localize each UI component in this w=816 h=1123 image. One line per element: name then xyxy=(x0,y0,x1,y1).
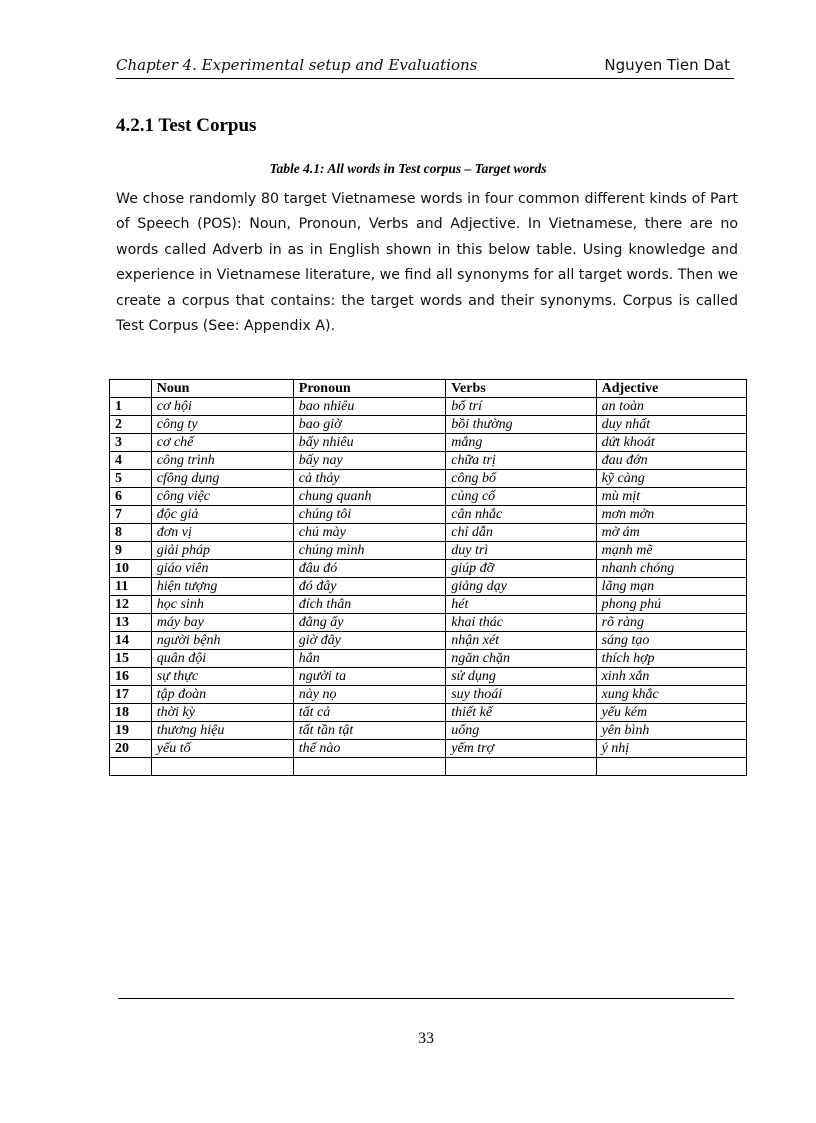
table-row xyxy=(110,470,747,488)
cell-pronoun: tất tần tật xyxy=(293,722,445,740)
cell-noun: thời kỳ xyxy=(151,704,293,722)
cell-adjective: mơn mởn xyxy=(596,506,746,524)
cell-verb: bố trí xyxy=(446,398,596,416)
cell-verb: suy thoái xyxy=(446,686,596,704)
cell-index: 16 xyxy=(110,668,152,686)
cell-pronoun: đâu đó xyxy=(293,560,445,578)
cell-noun: cơ chế xyxy=(151,434,293,452)
cell-adjective: lãng mạn xyxy=(596,578,746,596)
table-row xyxy=(110,740,747,758)
cell-verb: chỉ dẫn xyxy=(446,524,596,542)
cell-adjective: mờ ám xyxy=(596,524,746,542)
cell-verb: ngăn chặn xyxy=(446,650,596,668)
header-cell-pronoun: Pronoun xyxy=(293,380,445,398)
cell-adjective: xinh xắn xyxy=(596,668,746,686)
cell-noun: yếu tố xyxy=(151,740,293,758)
cell-adjective: nhanh chóng xyxy=(596,560,746,578)
cell-index: 9 xyxy=(110,542,152,560)
cell-verb: cân nhắc xyxy=(446,506,596,524)
chapter-title: Chapter 4. Experimental setup and Evaluations xyxy=(116,56,478,74)
table-row xyxy=(110,416,747,434)
section-heading: 4.2.1 Test Corpus xyxy=(116,115,257,136)
cell-noun: cfông dụng xyxy=(151,470,293,488)
cell-noun: công việc xyxy=(151,488,293,506)
cell-verb: yểm trợ xyxy=(446,740,596,758)
table-row xyxy=(110,596,747,614)
cell-index: 3 xyxy=(110,434,152,452)
table-row xyxy=(110,686,747,704)
cell-pronoun: tất cả xyxy=(293,704,445,722)
cell-adjective: xung khắc xyxy=(596,686,746,704)
cell-verb: mắng xyxy=(446,434,596,452)
cell-verb: duy trì xyxy=(446,542,596,560)
cell-adjective: mù mịt xyxy=(596,488,746,506)
cell-pronoun: này nọ xyxy=(293,686,445,704)
cell-adjective: kỹ càng xyxy=(596,470,746,488)
cell-index: 5 xyxy=(110,470,152,488)
cell-pronoun: chú mày xyxy=(293,524,445,542)
cell-noun: máy bay xyxy=(151,614,293,632)
author-name: Nguyen Tien Dat xyxy=(604,56,730,74)
cell-noun: học sinh xyxy=(151,596,293,614)
cell-index: 2 xyxy=(110,416,152,434)
cell-index: 15 xyxy=(110,650,152,668)
cell-adjective: an toàn xyxy=(596,398,746,416)
cell-noun: người bệnh xyxy=(151,632,293,650)
cell-noun: độc giả xyxy=(151,506,293,524)
table-caption: Table 4.1: All words in Test corpus – Target words xyxy=(269,161,547,176)
cell-adjective: phong phú xyxy=(596,596,746,614)
table-row xyxy=(110,524,747,542)
cell-index: 17 xyxy=(110,686,152,704)
cell-pronoun: chúng tôi xyxy=(293,506,445,524)
cell-pronoun: chúng mình xyxy=(293,542,445,560)
cell-pronoun: giờ đây xyxy=(293,632,445,650)
running-header xyxy=(116,54,734,79)
header-cell-verbs: Verbs xyxy=(446,380,596,398)
cell-verb xyxy=(446,758,596,776)
cell-index: 20 xyxy=(110,740,152,758)
table-row xyxy=(110,614,747,632)
cell-pronoun: chung quanh xyxy=(293,488,445,506)
table-row xyxy=(110,398,747,416)
cell-pronoun xyxy=(293,758,445,776)
cell-pronoun: đó đây xyxy=(293,578,445,596)
page-number: 33 xyxy=(418,1030,434,1047)
cell-verb: chữa trị xyxy=(446,452,596,470)
cell-verb: củng cố xyxy=(446,488,596,506)
cell-adjective: đau đớn xyxy=(596,452,746,470)
table-row xyxy=(110,668,747,686)
cell-pronoun: hắn xyxy=(293,650,445,668)
cell-index: 12 xyxy=(110,596,152,614)
cell-noun: giáo viên xyxy=(151,560,293,578)
cell-verb: bồi thường xyxy=(446,416,596,434)
cell-pronoun: bấy nay xyxy=(293,452,445,470)
table-row xyxy=(110,542,747,560)
cell-pronoun: đích thân xyxy=(293,596,445,614)
cell-index: 14 xyxy=(110,632,152,650)
table-row xyxy=(110,758,747,776)
cell-index: 19 xyxy=(110,722,152,740)
cell-verb: sử dụng xyxy=(446,668,596,686)
cell-verb: hét xyxy=(446,596,596,614)
cell-adjective: yên bình xyxy=(596,722,746,740)
table-row xyxy=(110,560,747,578)
cell-index: 8 xyxy=(110,524,152,542)
cell-noun: thương hiệu xyxy=(151,722,293,740)
table-row xyxy=(110,704,747,722)
cell-verb: giảng dạy xyxy=(446,578,596,596)
cell-index: 18 xyxy=(110,704,152,722)
table-row xyxy=(110,452,747,470)
cell-index: 4 xyxy=(110,452,152,470)
cell-pronoun: thế nào xyxy=(293,740,445,758)
cell-noun: công trình xyxy=(151,452,293,470)
cell-noun: cơ hội xyxy=(151,398,293,416)
cell-verb: thiết kế xyxy=(446,704,596,722)
cell-verb: nhận xét xyxy=(446,632,596,650)
cell-noun: đơn vị xyxy=(151,524,293,542)
table-row xyxy=(110,722,747,740)
cell-noun: giải pháp xyxy=(151,542,293,560)
cell-noun: sự thực xyxy=(151,668,293,686)
cell-pronoun: bao nhiêu xyxy=(293,398,445,416)
cell-index: 10 xyxy=(110,560,152,578)
cell-noun: công ty xyxy=(151,416,293,434)
table-row xyxy=(110,650,747,668)
cell-adjective xyxy=(596,758,746,776)
table-header-row xyxy=(110,380,747,398)
cell-noun: tập đoàn xyxy=(151,686,293,704)
cell-verb: uống xyxy=(446,722,596,740)
cell-verb: khai thác xyxy=(446,614,596,632)
cell-pronoun: bấy nhiêu xyxy=(293,434,445,452)
table-row xyxy=(110,578,747,596)
cell-adjective: dứt khoát xyxy=(596,434,746,452)
cell-adjective: ý nhị xyxy=(596,740,746,758)
cell-index: 6 xyxy=(110,488,152,506)
cell-pronoun: bao giờ xyxy=(293,416,445,434)
table-row xyxy=(110,434,747,452)
cell-noun xyxy=(151,758,293,776)
cell-index: 13 xyxy=(110,614,152,632)
cell-index: 7 xyxy=(110,506,152,524)
cell-adjective: mạnh mẽ xyxy=(596,542,746,560)
target-words-table xyxy=(109,379,747,776)
table-row xyxy=(110,488,747,506)
cell-index: 11 xyxy=(110,578,152,596)
cell-verb: công bố xyxy=(446,470,596,488)
cell-verb: giúp đỡ xyxy=(446,560,596,578)
cell-pronoun: cả thảy xyxy=(293,470,445,488)
cell-noun: quân đội xyxy=(151,650,293,668)
cell-adjective: sáng tạo xyxy=(596,632,746,650)
table-row xyxy=(110,506,747,524)
cell-index xyxy=(110,758,152,776)
table-body xyxy=(110,398,747,776)
header-cell-index xyxy=(110,380,152,398)
body-paragraph: We chose randomly 80 target Vietnamese words in four common different kinds of Part of Speech (POS): Noun, Pronoun, Verbs and Adjective. In Vietnamese, there are no words called Adverb in as in English shown in this below table. Using knowledge and experience in Vietnamese literature, we find all synonyms for all target words. Then we create a corpus that contains: the target words and their synonyms. Corpus is called Test Corpus (See: Appendix A). xyxy=(116,191,738,335)
cell-adjective: duy nhất xyxy=(596,416,746,434)
cell-index: 1 xyxy=(110,398,152,416)
header-cell-noun: Noun xyxy=(151,380,293,398)
cell-adjective: rõ ràng xyxy=(596,614,746,632)
footer-divider xyxy=(118,998,734,999)
cell-adjective: yếu kém xyxy=(596,704,746,722)
cell-pronoun: người ta xyxy=(293,668,445,686)
header-cell-adjective: Adjective xyxy=(596,380,746,398)
cell-noun: hiện tượng xyxy=(151,578,293,596)
table-row xyxy=(110,632,747,650)
cell-pronoun: đằng ấy xyxy=(293,614,445,632)
cell-adjective: thích hợp xyxy=(596,650,746,668)
